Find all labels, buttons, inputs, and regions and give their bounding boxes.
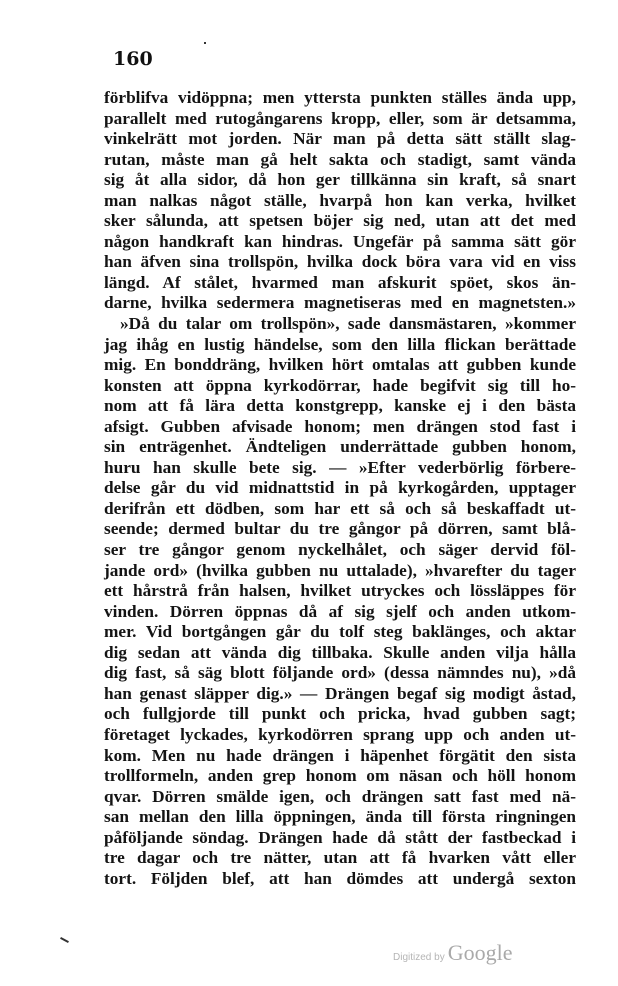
text-line: någon handkraft kan hindras. Ungefär på samma sätt gör bbox=[104, 231, 576, 251]
page-body-text bbox=[104, 88, 576, 889]
text-line: qvar. Dörren smälde igen, och drängen satt fast med nä- bbox=[104, 786, 576, 806]
text-line: man nalkas något ställe, hvarpå hon kan verka, hvilket bbox=[104, 190, 576, 210]
text-line: rutan, måste man gå helt sakta och stadigt, samt vända bbox=[104, 149, 576, 169]
text-line: påföljande söndag. Drängen hade då stått der fastbeckad i bbox=[104, 827, 576, 847]
text-line: parallelt med rutogångarens kropp, eller, som är detsamma, bbox=[104, 108, 576, 128]
text-line: företaget lyckades, kyrkodörren sprang upp och anden ut- bbox=[104, 724, 576, 744]
text-line: derifrån ett dödben, som har ett så och så beskaffadt ut- bbox=[104, 498, 576, 518]
text-line: ett hårstrå från halsen, hvilket utryckes och lössläppes för bbox=[104, 581, 576, 601]
text-line: darne, hvilka sedermera magnetiseras med en magnetsten.» bbox=[104, 293, 576, 313]
scan-mark bbox=[60, 937, 69, 943]
text-line: han äfven sina trollspön, hvilka dock böra vara vid en viss bbox=[104, 252, 576, 272]
text-line: mer. Vid bortgången går du tolf steg baklänges, och aktar bbox=[104, 622, 576, 642]
text-line: huru han skulle bete sig. — »Efter vederbörlig förbere- bbox=[104, 457, 576, 477]
text-line: han genast släpper dig.» — Drängen begaf sig modigt åstad, bbox=[104, 683, 576, 703]
text-line: vinkelrätt mot jorden. När man på detta sätt ställt slag- bbox=[104, 129, 576, 149]
page-number: 160 bbox=[113, 48, 153, 70]
ink-speck bbox=[204, 42, 206, 44]
text-line: »Då du talar om trollspön», sade dansmästaren, »kommer bbox=[120, 314, 576, 334]
text-line: vinden. Dörren öppnas då af sig sjelf och anden utkom- bbox=[104, 601, 576, 621]
text-line: kom. Men nu hade drängen i häpenhet förgätit den sista bbox=[104, 745, 576, 765]
text-line: och fullgjorde till punkt och pricka, hvad gubben sagt; bbox=[104, 704, 576, 724]
text-line: seende; dermed bultar du tre gångor på dörren, samt blå- bbox=[104, 519, 576, 539]
text-line: konsten att öppna kyrkodörrar, hade begifvit sig till ho- bbox=[104, 375, 576, 395]
text-line: tort. Följden blef, att han dömdes att undergå sexton bbox=[104, 868, 576, 888]
text-line: jag ihåg en lustig händelse, som den lilla flickan berättade bbox=[104, 334, 576, 354]
google-logo: Google bbox=[447, 940, 513, 965]
text-line: sker sålunda, att spetsen böjer sig ned, utan att det med bbox=[104, 211, 576, 231]
digitized-watermark bbox=[393, 940, 512, 966]
text-line: trollformeln, anden grep honom om näsan och höll honom bbox=[104, 766, 576, 786]
text-line: sin enträgenhet. Ändteligen underrättade gubben honom, bbox=[104, 437, 576, 457]
text-line: tre dagar och tre nätter, utan att få hvarken vått eller bbox=[104, 848, 576, 868]
text-line: mig. En bonddräng, hvilken hört omtalas att gubben kunde bbox=[104, 355, 576, 375]
watermark-prefix: Digitized by bbox=[393, 952, 445, 963]
text-line: san mellan den lilla öppningen, ända till första ringningen bbox=[104, 807, 576, 827]
text-line: sig åt alla sidor, då hon ger tillkänna sin kraft, så snart bbox=[104, 170, 576, 190]
text-line: ser tre gångor genom nyckelhålet, och säger dervid föl- bbox=[104, 540, 576, 560]
text-line: jande ord» (hvilka gubben nu uttalade), »hvarefter du tager bbox=[104, 560, 576, 580]
text-line: dig fast, så säg blott följande ord» (dessa nämndes nu), »då bbox=[104, 663, 576, 683]
text-line: afsigt. Gubben afvisade honom; men drängen stod fast i bbox=[104, 416, 576, 436]
text-line: delse går du vid midnattstid in på kyrkogården, upptager bbox=[104, 478, 576, 498]
text-line: dig sedan att vända dig tillbaka. Skulle anden vilja hålla bbox=[104, 642, 576, 662]
text-line: längd. Af stålet, hvarmed man afskurit spöet, skos än- bbox=[104, 272, 576, 292]
text-line: förblifva vidöppna; men yttersta punkten ställes ända upp, bbox=[104, 88, 576, 107]
text-line: nom att få lära detta konstgrepp, kanske ej i den bästa bbox=[104, 396, 576, 416]
